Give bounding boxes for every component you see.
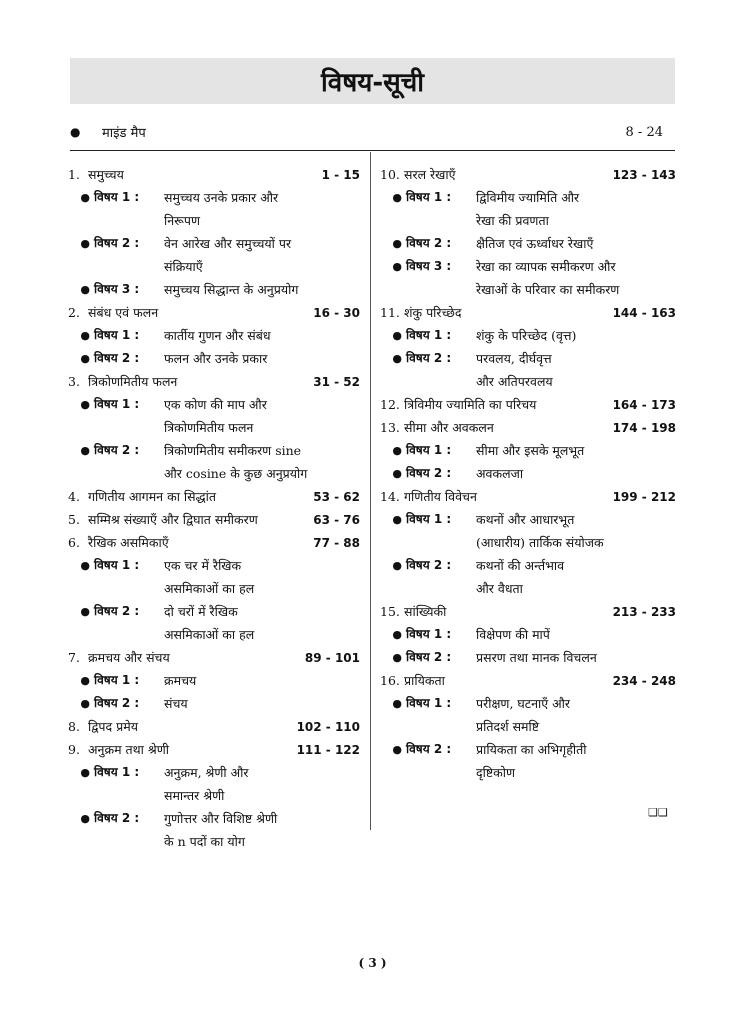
topic-label: विषय 1 : [94,328,140,342]
topic-row [380,232,676,255]
topic-title [476,738,676,784]
chapter-row [380,600,676,623]
topic-title [164,554,360,600]
chapter-row [68,485,360,508]
topic-line: निरूपण [164,213,201,228]
topic-line: गुणोत्तर और विशिष्ट श्रेणी [164,811,278,826]
chapter-row [380,416,676,439]
topic-title [164,600,360,646]
topic-title [476,462,676,485]
topic-line: एक चर में रैखिक [164,558,242,573]
topic-label: विषय 3 : [94,282,140,296]
topic-label: विषय 1 : [406,512,452,526]
chapter-pages: 63 - 76 [313,513,360,527]
topic-line: क्षैतिज एवं ऊर्ध्वाधर रेखाएँ [476,236,594,251]
chapter-number: 8. [68,719,80,734]
topic-line: विक्षेपण की मापें [476,627,550,642]
bullet-icon: ● [392,697,402,710]
toc-chapter [68,370,360,485]
topic-line: और वैधता [476,581,523,596]
bullet-icon: ● [80,444,90,457]
topic-line: रेखाओं के परिवार का समीकरण [476,282,620,297]
topic-line: रेखा की प्रवणता [476,213,549,228]
topic-line: और अतिपरवलय [476,374,553,389]
topic-row [380,692,676,738]
chapter-pages: 164 - 173 [612,398,676,412]
topic-title [476,439,676,462]
chapter-title: क्रमचय और संचय [88,650,170,665]
toc-chapter [68,301,360,370]
topic-row [68,324,360,347]
bullet-icon: ● [392,559,402,572]
bullet-icon: ● [392,329,402,342]
topic-label: विषय 1 : [94,190,140,204]
bullet-icon: ● [392,260,402,273]
chapter-number: 9. [68,742,80,757]
topic-line: प्रसरण तथा मानक विचलन [476,650,597,665]
chapter-pages: 174 - 198 [612,421,676,435]
topic-row [380,646,676,669]
topic-line: संचय [164,696,188,711]
topic-label: विषय 1 : [94,673,140,687]
chapter-number: 13. [380,420,400,435]
chapter-title: सम्मिश्र संख्याएँ और द्विघात समीकरण [88,512,258,527]
topic-line: कथनों और आधारभूत [476,512,575,527]
topic-line: वेन आरेख और समुच्चयों पर [164,236,292,251]
topic-line: समुच्चय उनके प्रकार और [164,190,279,205]
bullet-icon: ● [392,237,402,250]
topic-title [164,439,360,485]
topic-row [68,554,360,600]
chapter-pages: 77 - 88 [313,536,360,550]
topic-label: विषय 1 : [94,397,140,411]
topic-line: समुच्चय सिद्धान्त के अनुप्रयोग [164,282,299,297]
topic-title [476,508,676,554]
chapter-title: शंकु परिच्छेद [404,305,462,320]
topic-title [164,278,360,301]
topic-line: और cosine के कुछ अनुप्रयोग [164,466,308,481]
topic-line: असमिकाओं का हल [164,581,255,596]
topic-title [164,669,360,692]
topic-label: विषय 2 : [406,650,452,664]
topic-label: विषय 1 : [406,627,452,641]
topic-label: विषय 2 : [406,466,452,480]
chapter-title: समुच्चय [88,167,124,182]
header-divider [70,150,675,151]
chapter-pages: 89 - 101 [304,651,360,665]
chapter-number: 10. [380,167,400,182]
topic-row [68,393,360,439]
topic-row [68,186,360,232]
chapter-number: 16. [380,673,400,688]
topic-line: शंकु के परिच्छेद (वृत्त) [476,328,577,343]
topic-row [380,462,676,485]
topic-label: विषय 1 : [406,696,452,710]
chapter-pages: 234 - 248 [612,674,676,688]
topic-label: विषय 2 : [94,811,140,825]
chapter-title: सांख्यिकी [404,604,447,619]
topic-label: विषय 1 : [406,443,452,457]
topic-line: प्रायिकता का अभिगृहीती [476,742,587,757]
toc-right-column [380,163,676,784]
chapter-pages: 53 - 62 [313,490,360,504]
topic-row [380,554,676,600]
chapter-title: प्रायिकता [404,673,445,688]
chapter-number: 7. [68,650,80,665]
chapter-title: त्रिविमीय ज्यामिति का परिचय [404,397,537,412]
mind-map-pages: 8 - 24 [625,124,663,140]
topic-label: विषय 2 : [406,742,452,756]
topic-title [164,761,360,807]
topic-line: क्रमचय [164,673,197,688]
toc-chapter [68,508,360,531]
chapter-pages: 199 - 212 [612,490,676,504]
toc-chapter [380,669,676,784]
chapter-row [380,163,676,186]
mind-map-entry [70,120,675,144]
chapter-number: 3. [68,374,80,389]
topic-label: विषय 1 : [406,190,452,204]
topic-line: कथनों की अर्न्तभाव [476,558,565,573]
topic-label: विषय 1 : [94,765,140,779]
bullet-icon: ● [80,329,90,342]
topic-title [476,646,676,669]
toc-chapter [68,485,360,508]
bullet-icon: ● [392,651,402,664]
topic-label: विषय 2 : [94,236,140,250]
chapter-title: त्रिकोणमितीय फलन [88,374,178,389]
chapter-pages: 31 - 52 [313,375,360,389]
topic-line: अनुक्रम, श्रेणी और [164,765,249,780]
chapter-number: 14. [380,489,400,504]
topic-row [68,761,360,807]
bullet-icon: ● [392,513,402,526]
chapter-pages: 102 - 110 [296,720,360,734]
chapter-row [380,485,676,508]
chapter-number: 11. [380,305,400,320]
chapter-title: संबंध एवं फलन [88,305,159,320]
topic-row [380,347,676,393]
topic-line: दो चरों में रैखिक [164,604,238,619]
chapter-number: 12. [380,397,400,412]
topic-row [380,738,676,784]
bullet-icon: ● [392,352,402,365]
bullet-icon: ● [80,812,90,825]
toc-chapter [380,485,676,600]
topic-label: विषय 3 : [406,259,452,273]
topic-line: फलन और उनके प्रकार [164,351,268,366]
bullet-icon: ● [80,674,90,687]
page-number: ( 3 ) [358,956,387,970]
chapter-row [68,508,360,531]
toc-chapter [68,163,360,301]
chapter-row [68,531,360,554]
mind-map-label: माइंड मैप [102,126,146,141]
chapter-number: 15. [380,604,400,619]
chapter-row [380,669,676,692]
chapter-row [68,301,360,324]
topic-row [68,439,360,485]
chapter-row [380,393,676,416]
topic-title [164,186,360,232]
chapter-pages: 16 - 30 [313,306,360,320]
topic-label: विषय 2 : [94,443,140,457]
bullet-icon: ● [392,467,402,480]
topic-row [68,232,360,278]
chapter-row [68,715,360,738]
topic-row [68,692,360,715]
topic-label: विषय 2 : [94,604,140,618]
chapter-title: गणितीय विवेचन [404,489,477,504]
topic-row [380,186,676,232]
topic-row [380,324,676,347]
bullet-icon: ● [80,191,90,204]
topic-row [68,600,360,646]
toc-left-column [68,163,360,853]
toc-chapter [68,738,360,853]
topic-title [164,347,360,370]
topic-title [476,623,676,646]
topic-row [68,347,360,370]
chapter-title: सीमा और अवकलन [404,420,494,435]
topic-label: विषय 1 : [406,328,452,342]
chapter-pages: 1 - 15 [321,168,360,182]
toc-chapter [380,393,676,416]
toc-chapter [380,163,676,301]
topic-line: दृष्टिकोण [476,765,516,780]
chapter-number: 2. [68,305,80,320]
topic-title [164,393,360,439]
topic-title [476,186,676,232]
chapter-pages: 144 - 163 [612,306,676,320]
chapter-title: अनुक्रम तथा श्रेणी [88,742,169,757]
end-mark: ❑❑ [648,806,668,819]
bullet-icon: ● [80,398,90,411]
topic-title [164,807,360,853]
chapter-row [68,646,360,669]
toc-chapter [380,600,676,669]
topic-label: विषय 2 : [406,236,452,250]
topic-label: विषय 2 : [406,351,452,365]
chapter-title: रैखिक असमिकाएँ [88,535,169,550]
bullet-icon: ● [80,605,90,618]
bullet-icon: ● [80,697,90,710]
topic-line: त्रिकोणमितीय समीकरण sine [164,443,302,458]
bullet-icon: ● [80,283,90,296]
chapter-number: 5. [68,512,80,527]
toc-chapter [68,715,360,738]
title-bar [70,58,675,104]
chapter-number: 1. [68,167,80,182]
chapter-number: 6. [68,535,80,550]
chapter-title: सरल रेखाएँ [404,167,456,182]
topic-row [68,278,360,301]
bullet-icon: ● [392,628,402,641]
topic-row [380,623,676,646]
chapter-pages: 111 - 122 [296,743,360,757]
topic-row [380,255,676,301]
topic-label: विषय 2 : [94,696,140,710]
topic-line: के n पदों का योग [164,834,245,849]
topic-label: विषय 2 : [406,558,452,572]
toc-chapter [68,531,360,646]
topic-line: सीमा और इसके मूलभूत [476,443,585,458]
chapter-pages: 213 - 233 [612,605,676,619]
topic-line: रेखा का व्यापक समीकरण और [476,259,616,274]
toc-chapter [68,646,360,715]
topic-line: प्रतिदर्श समष्टि [476,719,540,734]
topic-line: अवकलजा [476,466,524,481]
topic-title [476,347,676,393]
bullet-icon: ● [80,352,90,365]
chapter-pages: 123 - 143 [612,168,676,182]
topic-title [476,554,676,600]
topic-title [164,324,360,347]
chapter-row [68,163,360,186]
topic-title [164,692,360,715]
topic-line: परवलय, दीर्घवृत्त [476,351,552,366]
topic-title [476,255,676,301]
bullet-icon: ● [80,237,90,250]
chapter-title: द्विपद प्रमेय [88,719,138,734]
topic-line: संक्रियाएँ [164,259,203,274]
topic-label: विषय 2 : [94,351,140,365]
topic-title [476,692,676,738]
bullet-icon: ● [392,743,402,756]
toc-chapter [380,301,676,393]
topic-title [476,232,676,255]
chapter-row [380,301,676,324]
topic-line: एक कोण की माप और [164,397,267,412]
toc-chapter [380,416,676,485]
topic-line: असमिकाओं का हल [164,627,255,642]
topic-row [68,669,360,692]
topic-line: कार्तीय गुणन और संबंध [164,328,271,343]
topic-row [380,508,676,554]
page-title: विषय-सूची [321,68,424,98]
topic-line: परीक्षण, घटनाएँ और [476,696,571,711]
topic-line: समान्तर श्रेणी [164,788,225,803]
bullet-icon: ● [392,191,402,204]
topic-line: (आधारीय) तार्किक संयोजक [476,535,604,550]
topic-line: त्रिकोणमितीय फलन [164,420,254,435]
topic-line: द्विविमीय ज्यामिति और [476,190,580,205]
chapter-row [68,370,360,393]
chapter-title: गणितीय आगमन का सिद्धांत [88,489,216,504]
bullet-icon: ● [70,125,81,139]
topic-row [68,807,360,853]
chapter-number: 4. [68,489,80,504]
chapter-row [68,738,360,761]
column-divider [370,152,371,830]
bullet-icon: ● [80,559,90,572]
bullet-icon: ● [392,444,402,457]
topic-row [380,439,676,462]
topic-title [476,324,676,347]
bullet-icon: ● [80,766,90,779]
topic-label: विषय 1 : [94,558,140,572]
topic-title [164,232,360,278]
